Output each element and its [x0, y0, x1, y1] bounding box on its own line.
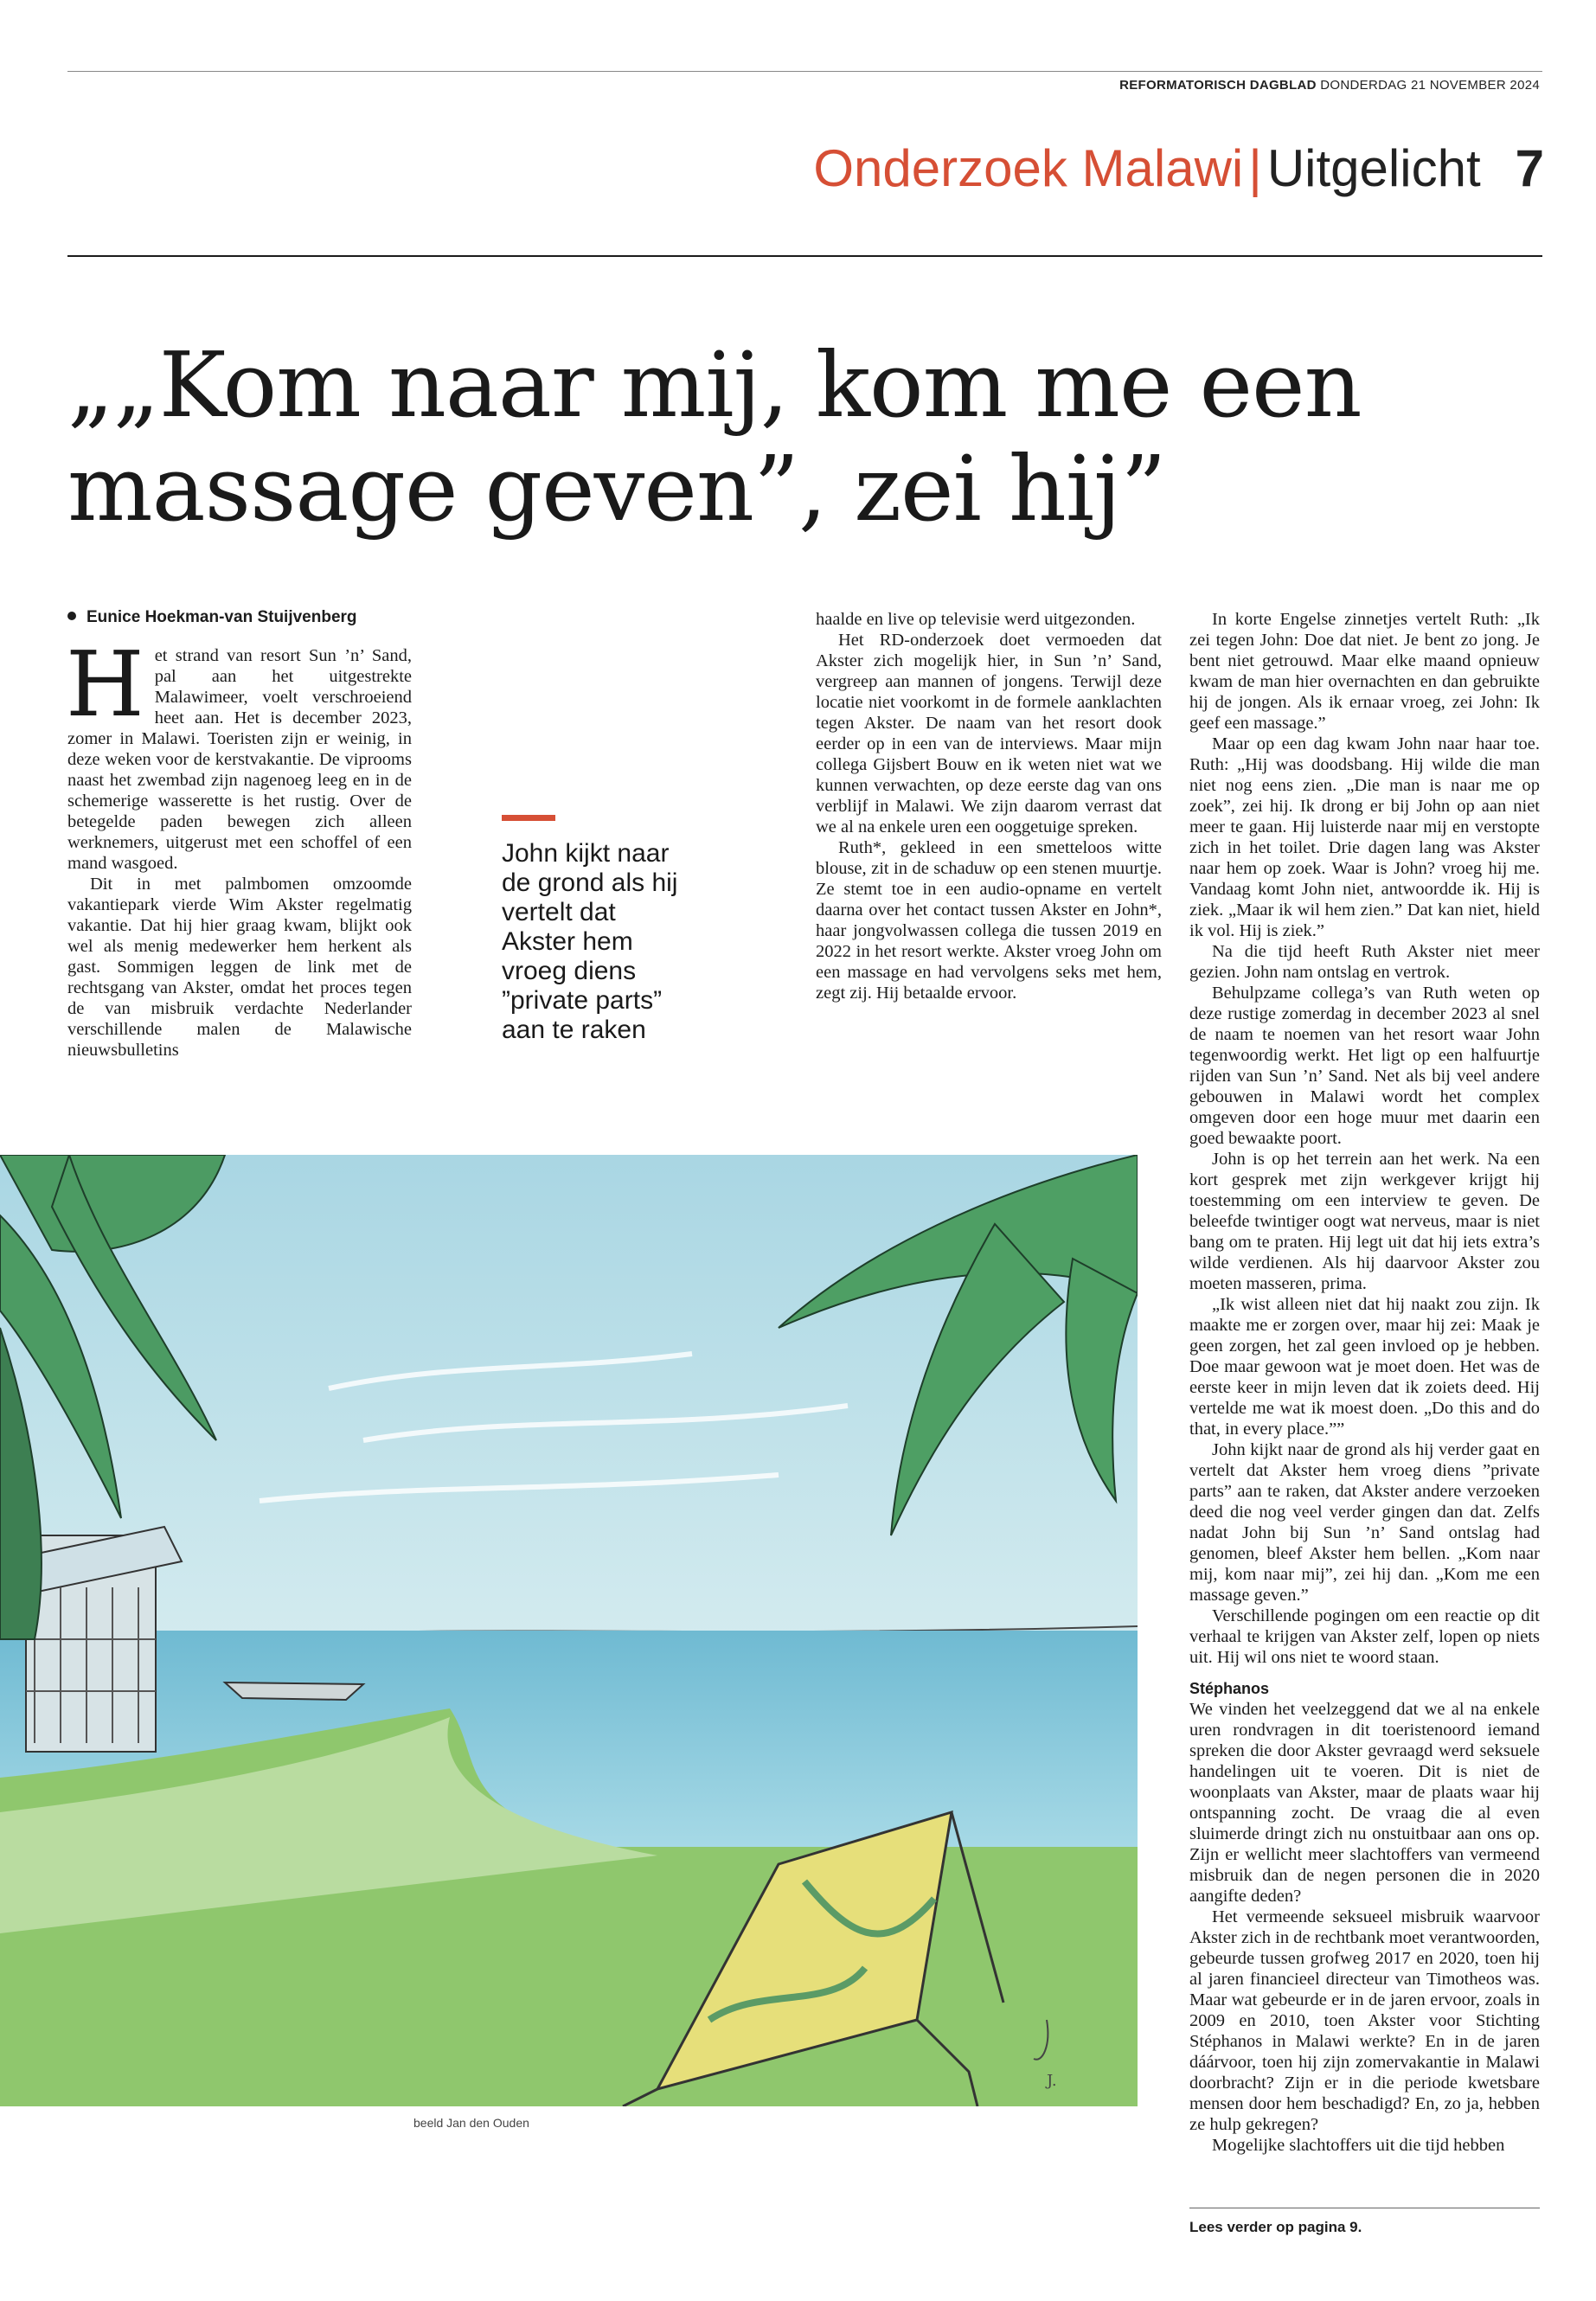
masthead-paper: REFORMATORISCH DAGBLAD: [1119, 78, 1317, 93]
section-header: [606, 138, 1544, 199]
article-column-3: [816, 609, 1162, 1003]
dropcap: H: [66, 631, 144, 737]
paragraph: Verschillende pogingen om een reactie op dit verhaal te krijgen van Akster zelf, lopen op niets uit. Hij wil ons niet te woord staan.: [1189, 1606, 1540, 1667]
section-label: Uitgelicht: [1266, 139, 1481, 197]
illustration-signature: J.: [1047, 2072, 1057, 2090]
article-column-4: [1189, 609, 1540, 2156]
intro-text: et strand van resort Sun ’n’ Sand, pal aan het uitgestrekte Malawimeer, voelt verschroeiend heet aan. Het is december 2023, zomer in Malawi. Toeristen zijn er weinig, in deze weken voor de kerstvakantie. De viprooms naast het zwembad zijn nagenoeg leeg en in de schemerige wasserette is het rustig. Over de betegelde paden bewegen zich alleen werknemers, uitgerust met een schoffel of een mand wasgoed.: [67, 646, 412, 873]
headline: „„Kom naar mij, kom me een massage geven”, zei hij”: [67, 332, 1362, 542]
section-separator: |: [1248, 139, 1262, 197]
paragraph: Ruth*, gekleed in een smetteloos witte blouse, zit in de schaduw op een stenen muurtje. Ze stemt toe in een audio-opname en vertelt daarna over het contact tussen Akster en John*, haar jongvolwassen collega die tussen 2019 en 2022 in het resort werkte. Akster vroeg John om een massage en had vervolgens seks met hem, zegt zij. Hij betaalde ervoor.: [816, 838, 1162, 1003]
boat: [225, 1682, 363, 1700]
page-number: 7: [1515, 139, 1544, 197]
paragraph: We vinden het veelzeggend dat we al na enkele uren rondvragen in dit toeristenoord iemand spreken die door Akster gevraagd werd seksuele handelingen uit te voeren. Dit is niet de woonplaats van Akster, maar de plaats waar hij ontspanning zocht. De vraag die al even sluimerde dringt zich nu onstuitbaar aan ons op. Zijn er wellicht meer slachtoffers van vermeend misbruik dan de negen personen die in 2020 aangifte deden?: [1189, 1700, 1540, 1906]
header-rule: [67, 255, 1542, 257]
paragraph: John is op het terrein aan het werk. Na een kort gesprek met zijn werkgever krijgt hij toestemming om een interview te geven. De beleefde twintiger oogt wat nerveus, maar is niet bang om te praten. Hij legt uit dat hij iets extra’s wilde verdienen. Als hij daarvoor Akster zou moeten masseren, prima.: [1189, 1150, 1540, 1293]
paragraph: „Ik wist alleen niet dat hij naakt zou zijn. Ik maakte me er zorgen over, maar hij zei: Maak je geen zorgen, het zal geen invloed op je hebben. Doe maar gewoon wat je moet doen. Het was de eerste keer in mijn leven dat ik zoiets deed. Hij vertelde me wat ik moest doen. „Do this and do that, in every place.””: [1189, 1295, 1540, 1439]
article-column-1: [66, 631, 412, 1061]
continue-note: Lees verder op pagina 9.: [1189, 2219, 1362, 2235]
section-topic: Onderzoek Malawi: [813, 139, 1244, 197]
masthead-date: DONDERDAG 21 NOVEMBER 2024: [1320, 78, 1540, 93]
paragraph: In korte Engelse zinnetjes vertelt Ruth: „Ik zei tegen John: Doe dat niet. Je bent zo jong. Je bent niet getrouwd. Maar elke maand opnieuw kwam de man hier overnachten en dan gebruikte hij de jongen. Als ik ernaar vroeg, zei John: Ik geef een massage.”: [1189, 610, 1540, 733]
paragraph: Dit in met palmbomen omzoomde vakantiepark vierde Wim Akster regelmatig vakantie. Dat hij hier graag kwam, blijkt ook wel als menig medewerker hem herkent als gast. Sommigen leggen de link met de rechtsgang van Akster, omdat het proces tegen de van misbruik verdachte Nederlander verschillende malen de Malawische nieuwsbulletins: [67, 875, 412, 1060]
paragraph: haalde en live op televisie werd uitgezonden.: [816, 610, 1136, 629]
paragraph: John kijkt naar de grond als hij verder gaat en vertelt dat Akster hem vroeg diens ”private parts” aan te raken, dat Akster andere verzoeken deed die nog veel verder gingen dan dat. Zelfs nadat John bij Sun ’n’ Sand ontslag had genomen, bleef Akster hem bellen. „Kom naar mij, kom naar mij”, zei hij dan. „Kom me een massage geven.”: [1189, 1440, 1540, 1605]
paragraph: Maar op een dag kwam John naar haar toe. Ruth: „Hij was doodsbang. Hij wilde die man niet nog eens zien. „Die man is naar me op zoek”, zei hij. Ik drong er bij John op aan niet meer te gaan. Hij luisterde naar mij en verstopte zich in het toilet. Drie dagen lang was Akster naar hem op zoek. Waar is John? vroeg hij me. Vandaag komt John niet, antwoordde ik. Hij is ziek. „Maar ik wil hem zien.” Dat kan niet, hield ik vol. Hij is ziek.”: [1189, 734, 1540, 940]
paragraph: Mogelijke slachtoffers uit die tijd hebben: [1212, 2136, 1505, 2155]
pullquote-accent: [502, 815, 555, 821]
byline-author: Eunice Hoekman-van Stuijvenberg: [87, 608, 357, 626]
paragraph: Het vermeende seksueel misbruik waarvoor Akster zich in de rechtbank moet verantwoorden, gebeurde tussen grofweg 2017 en 2020, toen hij al jaren financieel directeur van Timotheos was. Maar wat gebeurde er in de jaren ervoor, zoals in 2009 en 2010, toen Akster voor Stichting Stéphanos in Malawi werkte? En in de jaren dáárvoor, toen hij zijn zomervakantie in Malawi doorbracht? Zijn er in die periode kwetsbare mensen door hem beschadigd? En, zo ja, hebben ze hulp gekregen?: [1189, 1907, 1540, 2134]
subheading: Stéphanos: [1189, 1680, 1270, 1697]
byline: [67, 608, 431, 627]
intro-paragraph: [66, 631, 412, 874]
beach-illustration: [0, 1155, 1138, 2106]
top-rule: [67, 71, 1542, 72]
byline-bullet: [67, 612, 76, 620]
paragraph: Behulpzame collega’s van Ruth weten op deze rustige zomerdag in december 2023 al snel de naam te noemen van het resort waar John tegenwoordig werkt. Het ligt op een halfuurtje rijden van Sun ’n’ Sand. Net als bij veel andere gebouwen in Malawi wordt het complex omgeven door een hoge muur met daarin een goed bewaakte poort.: [1189, 984, 1540, 1148]
masthead: [917, 78, 1540, 93]
paragraph: Het RD-onderzoek doet vermoeden dat Akster zich mogelijk hier, in Sun ’n’ Sand, vergreep aan mannen of jongens. Terwijl deze locatie niet voorkomt in de formele aanklachten tegen Akster. De naam van het resort dook eerder op in een van de interviews. Maar mijn collega Gijsbert Bouw en ik weten niet wat we kunnen verwachten, op deze eerste dag van ons verblijf in Malawi. We zijn daarom verrast dat we al na enkele uren een ooggetuige spreken.: [816, 631, 1162, 836]
image-credit: beeld Jan den Ouden: [413, 2116, 529, 2130]
paragraph: Na die tijd heeft Ruth Akster niet meer gezien. John nam ontslag en vertrok.: [1189, 942, 1540, 982]
pullquote: John kijkt naar de grond als hij vertelt dat Akster hem vroeg diens ”private parts” aan te raken: [502, 839, 678, 1044]
